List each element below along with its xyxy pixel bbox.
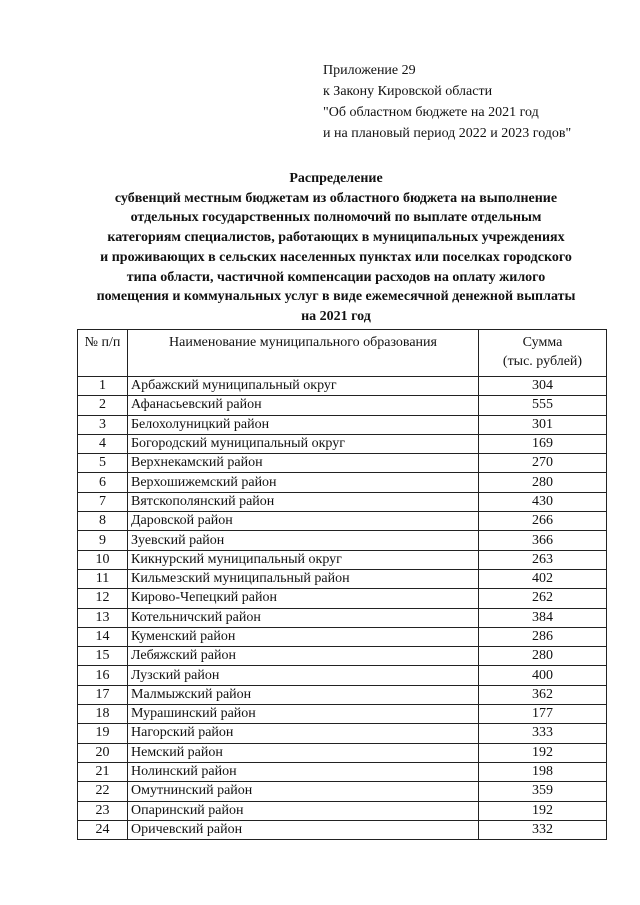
row-name: Арбажский муниципальный округ: [128, 377, 479, 396]
header-sum: [479, 330, 607, 377]
appendix-line: Приложение 29: [323, 63, 416, 78]
row-num: 2: [78, 396, 128, 415]
table-row: [78, 473, 607, 492]
row-name: Котельничский район: [128, 608, 479, 627]
title-line: на 2021 год: [301, 308, 371, 324]
row-sum: 402: [479, 569, 607, 588]
row-num: 10: [78, 550, 128, 569]
row-name: Белохолуницкий район: [128, 415, 479, 434]
table-row: [78, 569, 607, 588]
row-name: Верхнекамский район: [128, 454, 479, 473]
row-name: Богородский муниципальный округ: [128, 434, 479, 453]
row-sum: 262: [479, 589, 607, 608]
row-sum: 366: [479, 531, 607, 550]
row-num: 7: [78, 492, 128, 511]
row-name: Даровской район: [128, 512, 479, 531]
row-name: Малмыжский район: [128, 685, 479, 704]
row-name: Кикнурский муниципальный округ: [128, 550, 479, 569]
row-sum: 266: [479, 512, 607, 531]
table-row: [78, 705, 607, 724]
row-name: Немский район: [128, 743, 479, 762]
title-line: Распределение: [289, 171, 383, 186]
row-num: 23: [78, 801, 128, 820]
table-row: [78, 415, 607, 434]
row-sum: 192: [479, 743, 607, 762]
appendix-line: и на плановый период 2022 и 2023 годов": [323, 126, 572, 141]
row-name: Лебяжский район: [128, 647, 479, 666]
row-name: Кильмезский муниципальный район: [128, 569, 479, 588]
row-num: 18: [78, 705, 128, 724]
table-row: [78, 743, 607, 762]
header-num: № п/п: [78, 330, 128, 377]
header-sum-line1: Сумма: [522, 335, 563, 350]
row-sum: 280: [479, 473, 607, 492]
row-num: 5: [78, 454, 128, 473]
row-num: 12: [78, 589, 128, 608]
row-num: 13: [78, 608, 128, 627]
document-title: [60, 169, 612, 327]
appendix-line: "Об областном бюджете на 2021 год: [323, 105, 539, 120]
table-row: [78, 647, 607, 666]
row-sum: 301: [479, 415, 607, 434]
table-row: [78, 550, 607, 569]
row-sum: 359: [479, 782, 607, 801]
row-name: Вятскополянский район: [128, 492, 479, 511]
row-num: 3: [78, 415, 128, 434]
table-row: [78, 512, 607, 531]
row-name: Опаринский район: [128, 801, 479, 820]
row-num: 20: [78, 743, 128, 762]
row-sum: 263: [479, 550, 607, 569]
row-sum: 362: [479, 685, 607, 704]
row-num: 17: [78, 685, 128, 704]
row-name: Верхошижемский район: [128, 473, 479, 492]
row-name: Нолинский район: [128, 762, 479, 781]
row-num: 24: [78, 820, 128, 839]
row-num: 15: [78, 647, 128, 666]
row-sum: 384: [479, 608, 607, 627]
row-name: Омутнинский район: [128, 782, 479, 801]
row-num: 9: [78, 531, 128, 550]
table-row: [78, 724, 607, 743]
title-line: категориям специалистов, работающих в муниципальных учреждениях: [107, 230, 565, 246]
row-num: 11: [78, 569, 128, 588]
header-sum-line2: (тыс. рублей): [502, 354, 583, 369]
table-row: [78, 589, 607, 608]
row-sum: 430: [479, 492, 607, 511]
row-num: 19: [78, 724, 128, 743]
row-num: 8: [78, 512, 128, 531]
row-sum: 304: [479, 377, 607, 396]
table-row: [78, 396, 607, 415]
title-line: и проживающих в сельских населенных пунктах или поселках городского: [100, 249, 572, 265]
title-line: помещения и коммунальных услуг в виде ежемесячной денежной выплаты: [96, 289, 576, 305]
table-row: [78, 627, 607, 646]
title-line: отдельных государственных полномочий по выплате отдельным: [130, 210, 542, 226]
table-row: [78, 762, 607, 781]
row-name: Афанасьевский район: [128, 396, 479, 415]
table-row: [78, 685, 607, 704]
table-row: [78, 782, 607, 801]
row-num: 6: [78, 473, 128, 492]
title-line: субвенций местным бюджетам из областного бюджета на выполнение: [114, 190, 558, 206]
appendix-line: к Закону Кировской области: [323, 84, 493, 99]
row-sum: 555: [479, 396, 607, 415]
title-line: типа области, частичной компенсации расходов на оплату жилого: [126, 269, 546, 285]
row-sum: 192: [479, 801, 607, 820]
row-num: 1: [78, 377, 128, 396]
row-name: Нагорский район: [128, 724, 479, 743]
table-row: [78, 608, 607, 627]
row-sum: 198: [479, 762, 607, 781]
row-num: 22: [78, 782, 128, 801]
table-row: [78, 454, 607, 473]
table-header-row: [78, 330, 607, 377]
table-row: [78, 377, 607, 396]
distribution-table: [77, 329, 607, 840]
row-sum: 400: [479, 666, 607, 685]
table-row: [78, 434, 607, 453]
row-name: Мурашинский район: [128, 705, 479, 724]
row-name: Зуевский район: [128, 531, 479, 550]
table-row: [78, 531, 607, 550]
table-body: [78, 377, 607, 840]
row-name: Куменский район: [128, 627, 479, 646]
row-sum: 270: [479, 454, 607, 473]
row-num: 21: [78, 762, 128, 781]
row-num: 14: [78, 627, 128, 646]
row-name: Лузский район: [128, 666, 479, 685]
appendix-block: [323, 60, 571, 144]
header-name: Наименование муниципального образования: [128, 330, 479, 377]
row-name: Оричевский район: [128, 820, 479, 839]
table-row: [78, 666, 607, 685]
table-row: [78, 492, 607, 511]
row-name: Кирово-Чепецкий район: [128, 589, 479, 608]
row-num: 4: [78, 434, 128, 453]
row-sum: 332: [479, 820, 607, 839]
table-row: [78, 801, 607, 820]
table-row: [78, 820, 607, 839]
row-num: 16: [78, 666, 128, 685]
row-sum: 280: [479, 647, 607, 666]
row-sum: 177: [479, 705, 607, 724]
row-sum: 169: [479, 434, 607, 453]
row-sum: 286: [479, 627, 607, 646]
row-sum: 333: [479, 724, 607, 743]
